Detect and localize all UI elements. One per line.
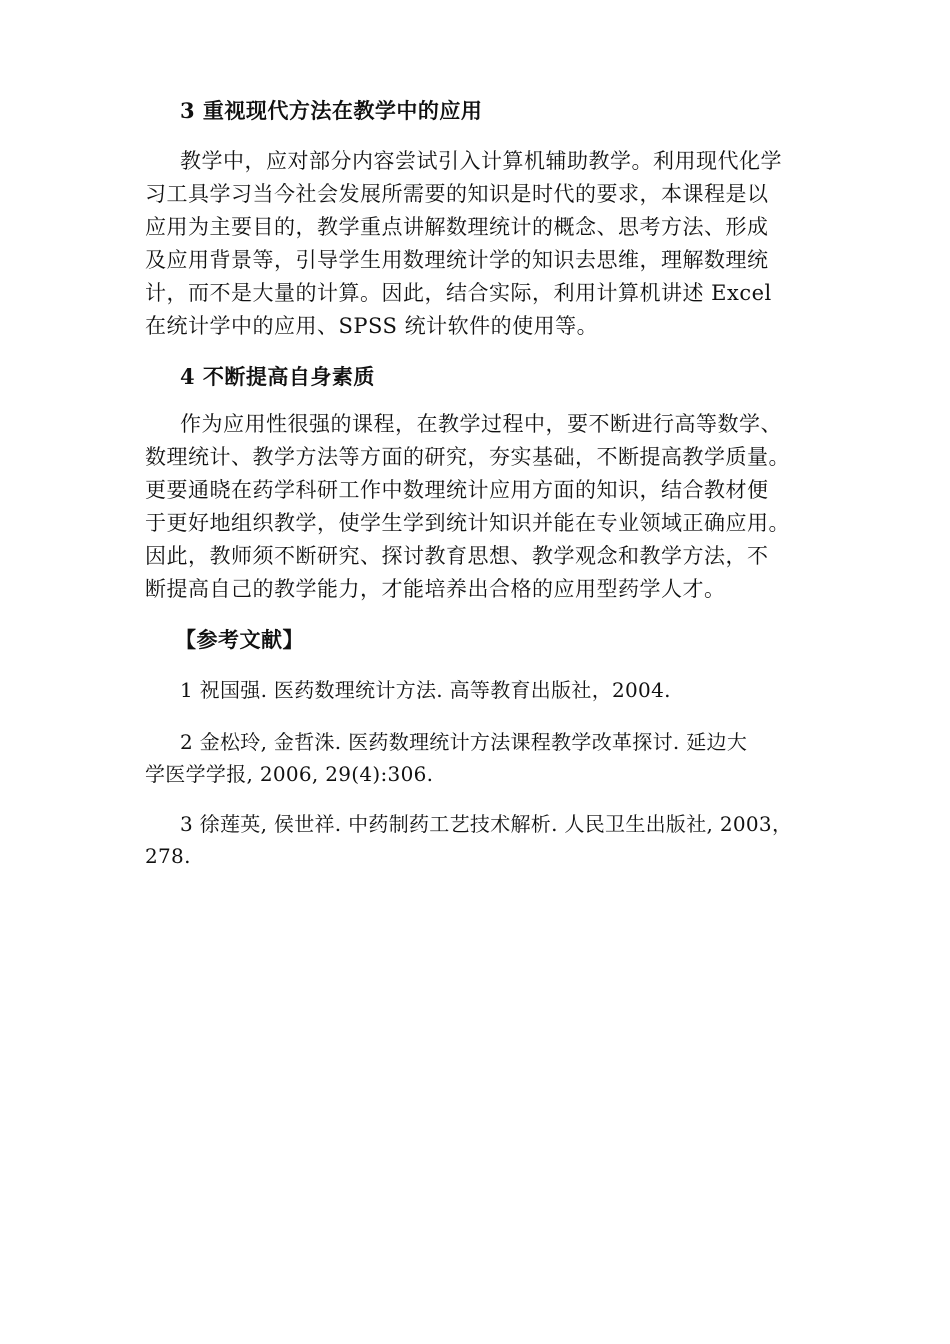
reference-1 [145,674,825,706]
reference-line: 2 金松玲, 金哲洙. 医药数理统计方法课程教学改革探讨. 延边大 [180,730,748,754]
paragraph-line: 在统计学中的应用、SPSS 统计软件的使用等。 [145,314,599,338]
section-4-heading: 4 不断提高自身素质 [180,364,375,389]
reference-line: 278. [145,844,191,868]
reference-line: 3 徐莲英, 侯世祥. 中药制药工艺技术解析. 人民卫生出版社, 2003， [180,812,793,836]
paragraph-line: 作为应用性很强的课程，在教学过程中，要不断进行高等数学、 [180,412,782,436]
section-4-paragraph [145,408,825,606]
paragraph-line: 计，而不是大量的计算。因此，结合实际，利用计算机讲述 Excel [145,281,772,305]
paragraph-line: 更要通晓在药学科研工作中数理统计应用方面的知识，结合教材便 [145,478,769,502]
paragraph-line: 断提高自己的教学能力，才能培养出合格的应用型药学人才。 [145,577,726,601]
paragraph-line: 于更好地组织教学，使学生学到统计知识并能在专业领域正确应用。 [145,511,790,535]
section-3-heading: 3 重视现代方法在教学中的应用 [180,98,483,123]
reference-line: 学医学学报, 2006, 29(4):306. [145,762,434,786]
section-3-paragraph [145,145,825,343]
paragraph-line: 应用为主要目的，教学重点讲解数理统计的概念、思考方法、形成 [145,215,769,239]
paragraph-line: 因此，教师须不断研究、探讨教育思想、教学观念和教学方法，不 [145,544,769,568]
paragraph-line: 习工具学习当今社会发展所需要的知识是时代的要求，本课程是以 [145,182,769,206]
reference-2 [145,726,825,790]
references-heading: 【参考文献】 [175,627,304,652]
paragraph-line: 教学中，应对部分内容尝试引入计算机辅助教学。利用现代化学 [180,149,782,173]
reference-3 [145,808,825,872]
paragraph-line: 及应用背景等，引导学生用数理统计学的知识去思维，理解数理统 [145,248,769,272]
reference-line: 1 祝国强. 医药数理统计方法. 高等教育出版社，2004. [180,678,671,702]
paragraph-line: 数理统计、教学方法等方面的研究，夯实基础，不断提高教学质量。 [145,445,790,469]
